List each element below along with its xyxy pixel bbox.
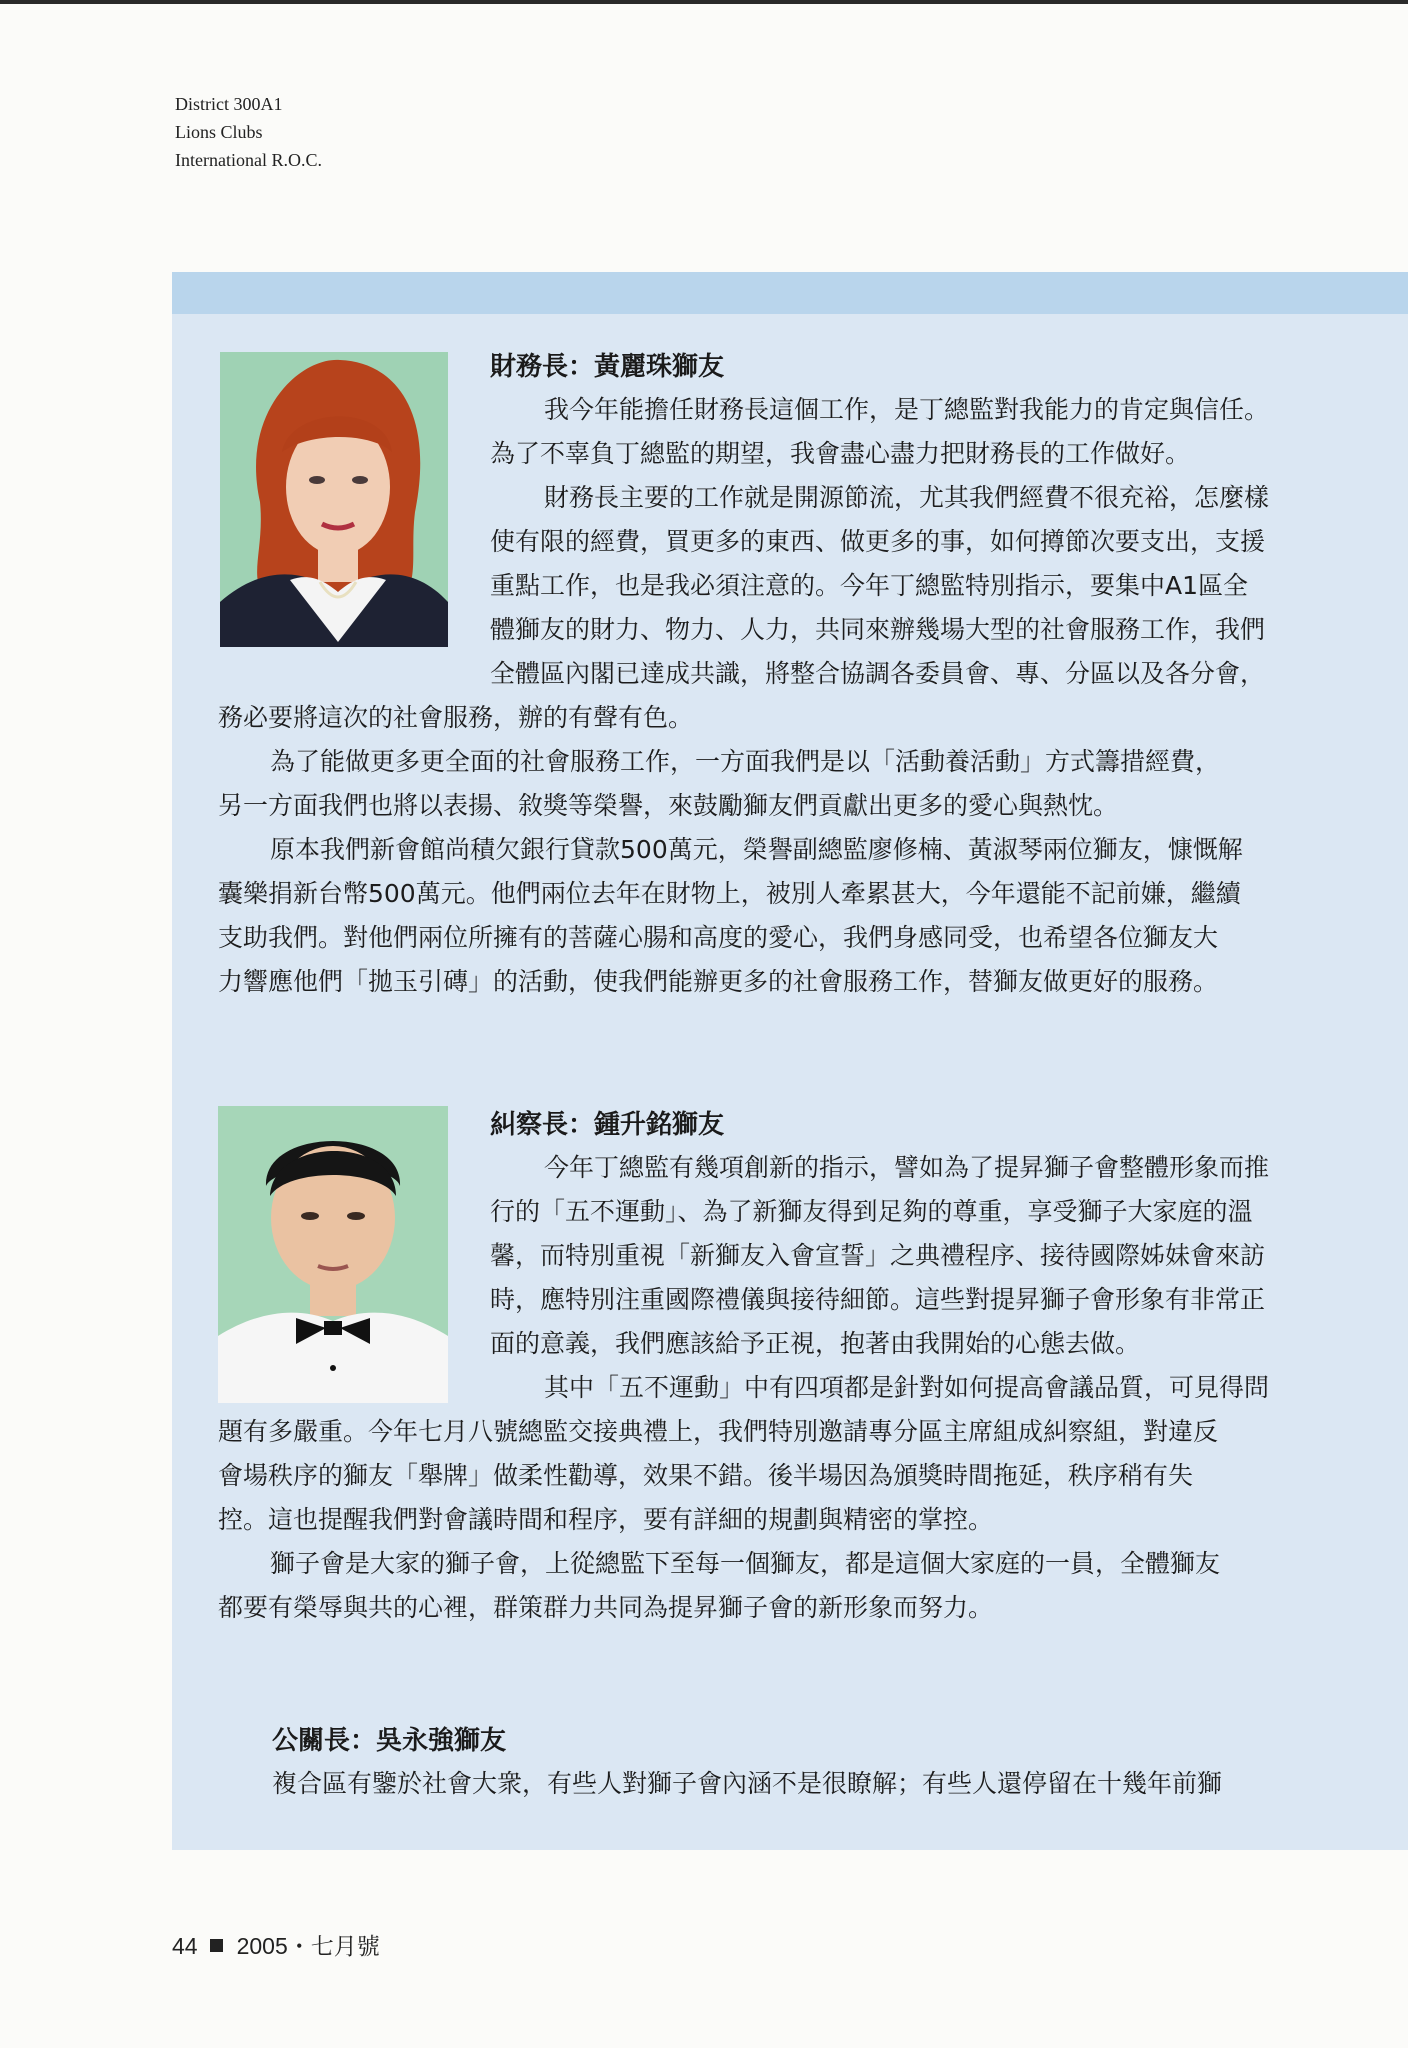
marshal-line: 題有多嚴重。今年七月八號總監交接典禮上，我們特別邀請專分區主席組成糾察組，對違反 — [218, 1417, 1219, 1446]
treasurer-line: 力響應他們「拋玉引磚」的活動，使我們能辦更多的社會服務工作，替獅友做更好的服務。 — [218, 967, 1219, 996]
portrait-treasurer — [220, 352, 448, 647]
section-treasurer-heading: 財務長：黃麗珠獅友 — [490, 352, 725, 382]
treasurer-line: 囊樂捐新台幣500萬元。他們兩位去年在財物上，被別人牽累甚大，今年還能不記前嫌，繼續 — [218, 879, 1241, 908]
treasurer-line: 原本我們新會館尚積欠銀行貸款500萬元，榮譽副總監廖修楠、黃淑琴兩位獅友，慷慨解 — [270, 835, 1243, 864]
treasurer-line: 另一方面我們也將以表揚、敘獎等榮譽，來鼓勵獅友們貢獻出更多的愛心與熱忱。 — [218, 791, 1119, 820]
treasurer-line: 重點工作，也是我必須注意的。今年丁總監特別指示，要集中A1區全 — [490, 571, 1249, 600]
marshal-line: 獅子會是大家的獅子會，上從總監下至每一個獅友，都是這個大家庭的一員，全體獅友 — [270, 1549, 1221, 1578]
section-marshal-heading: 糾察長：鍾升銘獅友 — [490, 1110, 725, 1140]
treasurer-line: 使有限的經費，買更多的東西、做更多的事，如何撙節次要支出，支援 — [490, 527, 1266, 556]
masthead-org: Lions Clubs — [175, 122, 263, 142]
marshal-line: 都要有榮辱與共的心裡，群策群力共同為提昇獅子會的新形象而努力。 — [218, 1593, 994, 1622]
marshal-line: 其中「五不運動」中有四項都是針對如何提高會議品質，可見得問 — [544, 1373, 1270, 1402]
marshal-line: 控。這也提醒我們對會議時間和程序，要有詳細的規劃與精密的掌控。 — [218, 1505, 994, 1534]
marshal-line: 馨，而特別重視「新獅友入會宣誓」之典禮程序、接待國際姊妹會來訪 — [490, 1241, 1266, 1270]
treasurer-line: 體獅友的財力、物力、人力，共同來辦幾場大型的社會服務工作，我們 — [490, 615, 1266, 644]
pr-line: 複合區有鑒於社會大衆，有些人對獅子會內涵不是很瞭解；有些人還停留在十幾年前獅 — [272, 1769, 1223, 1798]
page-footer — [172, 1928, 380, 1961]
treasurer-line: 全體區內閣已達成共識，將整合協調各委員會、專、分區以及各分會， — [490, 659, 1266, 688]
treasurer-line: 務必要將這次的社會服務，辦的有聲有色。 — [218, 703, 694, 732]
top-rule — [0, 0, 1408, 4]
marshal-line: 面的意義，我們應該給予正視，抱著由我開始的心態去做。 — [490, 1329, 1141, 1358]
marshal-line: 時，應特別注重國際禮儀與接待細節。這些對提昇獅子會形象有非常正 — [490, 1285, 1266, 1314]
issue-label: 2005・七月號 — [236, 1933, 380, 1959]
treasurer-line: 我今年能擔任財務長這個工作，是丁總監對我能力的肯定與信任。 — [544, 395, 1270, 424]
masthead — [175, 90, 322, 174]
treasurer-line: 為了能做更多更全面的社會服務工作，一方面我們是以「活動養活動」方式籌措經費， — [270, 747, 1221, 776]
section-pr-heading: 公關長：吳永強獅友 — [272, 1726, 507, 1756]
treasurer-line: 為了不辜負丁總監的期望，我會盡心盡力把財務長的工作做好。 — [490, 439, 1191, 468]
portrait-marshal — [218, 1106, 448, 1403]
treasurer-line: 財務長主要的工作就是開源節流，尤其我們經費不很充裕，怎麼樣 — [544, 483, 1270, 512]
marshal-line: 行的「五不運動」、為了新獅友得到足夠的尊重，享受獅子大家庭的溫 — [490, 1197, 1253, 1226]
page-number: 44 — [172, 1933, 198, 1959]
masthead-district: District 300A1 — [175, 94, 283, 114]
square-bullet-icon — [210, 1939, 223, 1952]
marshal-line: 會場秩序的獅友「舉牌」做柔性勸導，效果不錯。後半場因為頒獎時間拖延，秩序稍有失 — [218, 1461, 1194, 1490]
masthead-country: International R.O.C. — [175, 150, 322, 170]
marshal-line: 今年丁總監有幾項創新的指示，譬如為了提昇獅子會整體形象而推 — [544, 1153, 1270, 1182]
panel-header-band — [172, 272, 1408, 314]
treasurer-line: 支助我們。對他們兩位所擁有的菩薩心腸和高度的愛心，我們身感同受，也希望各位獅友大 — [218, 923, 1219, 952]
